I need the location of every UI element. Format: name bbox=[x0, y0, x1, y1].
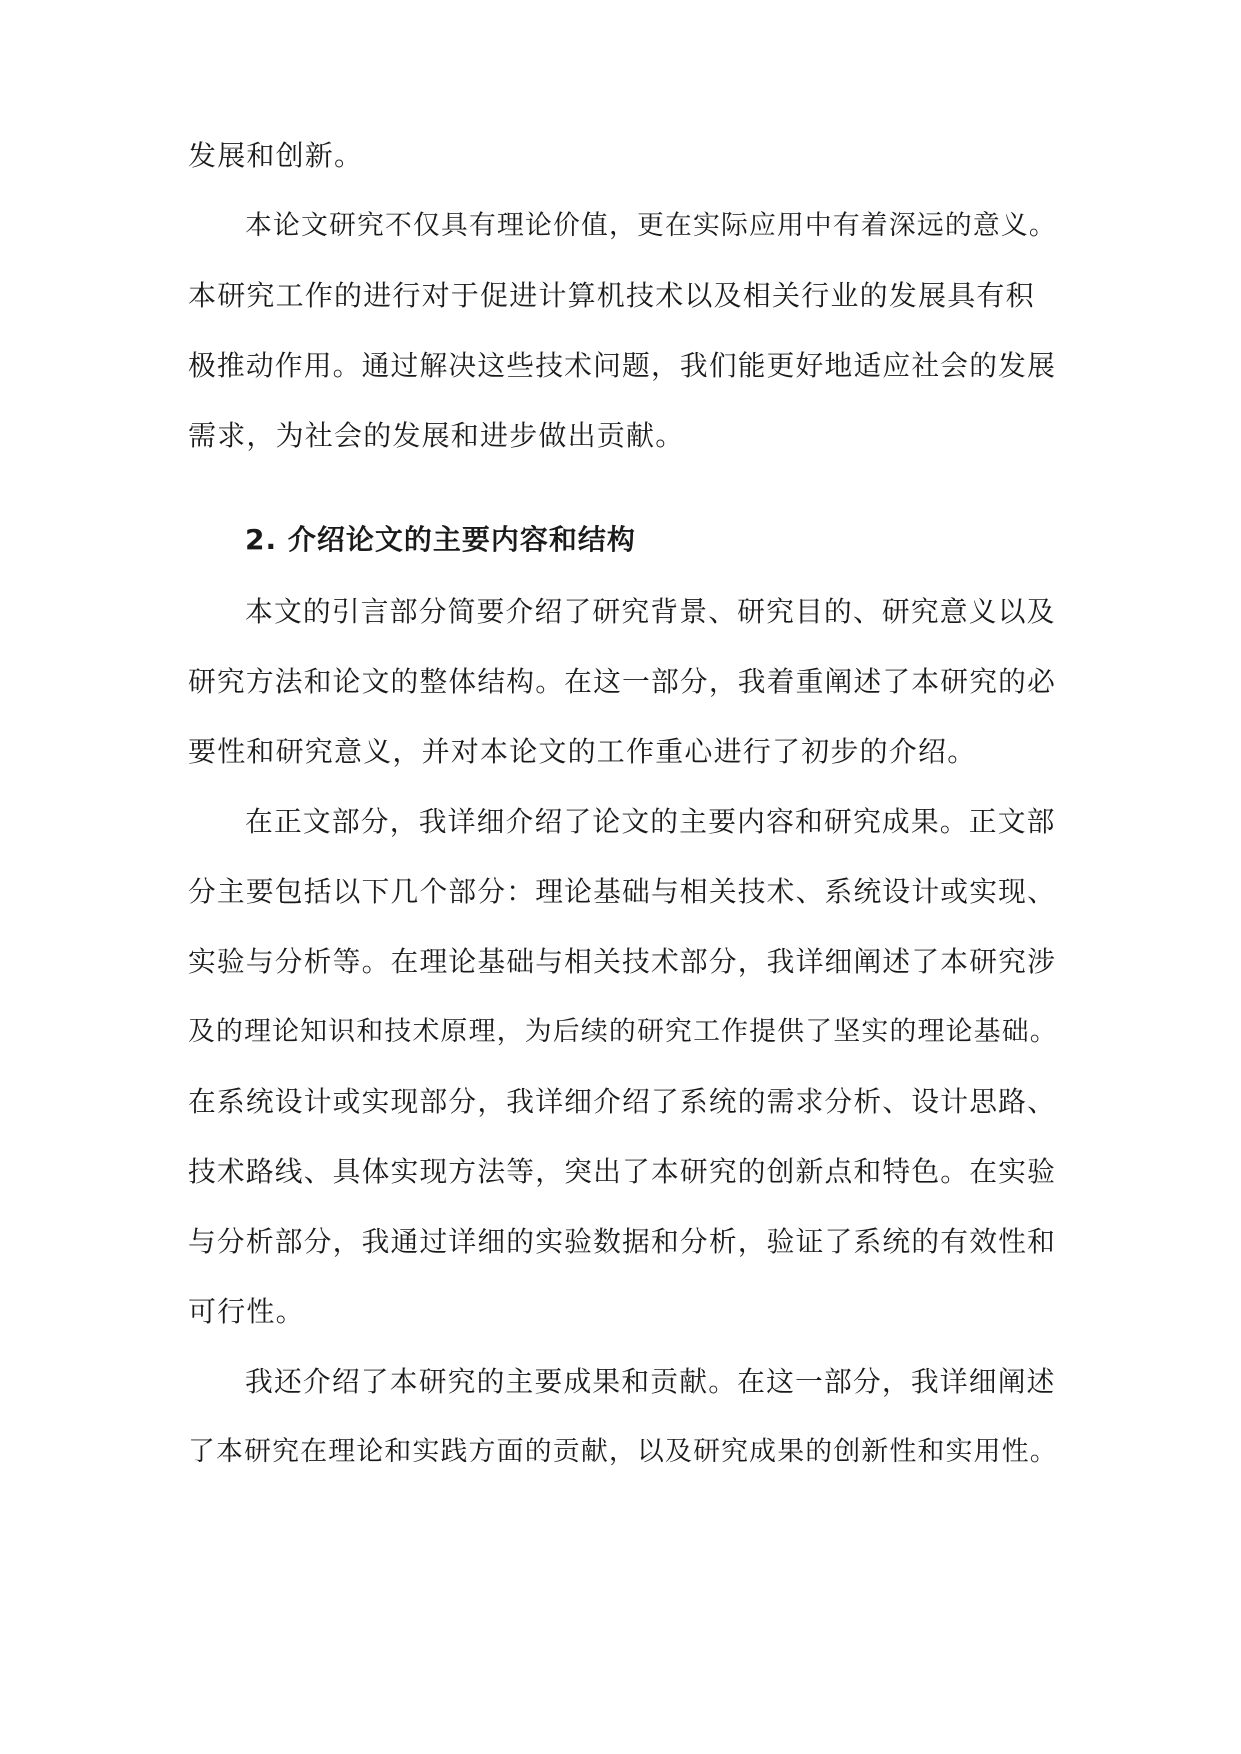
section-heading: 2. 介绍论文的主要内容和结构 bbox=[245, 523, 636, 556]
paragraph-line: 分主要包括以下几个部分：理论基础与相关技术、系统设计或实现、 bbox=[188, 875, 1057, 908]
paragraph-line: 技术路线、具体实现方法等，突出了本研究的创新点和特色。在实验 bbox=[188, 1155, 1057, 1188]
paragraph-line: 极推动作用。通过解决这些技术问题，我们能更好地适应社会的发展 bbox=[188, 349, 1057, 382]
paragraph-line: 要性和研究意义，并对本论文的工作重心进行了初步的介绍。 bbox=[188, 735, 977, 768]
paragraph-line: 本文的引言部分简要介绍了研究背景、研究目的、研究意义以及 bbox=[245, 595, 1056, 628]
paragraph-line: 及的理论知识和技术原理，为后续的研究工作提供了坚实的理论基础。 bbox=[188, 1016, 1058, 1047]
paragraph-line: 实验与分析等。在理论基础与相关技术部分，我详细阐述了本研究涉 bbox=[188, 945, 1057, 978]
paragraph-line: 需求，为社会的发展和进步做出贡献。 bbox=[188, 419, 685, 452]
paragraph-line: 了本研究在理论和实践方面的贡献，以及研究成果的创新性和实用性。 bbox=[188, 1436, 1058, 1467]
paragraph-line: 研究方法和论文的整体结构。在这一部分，我着重阐述了本研究的必 bbox=[188, 665, 1057, 698]
paragraph-line: 我还介绍了本研究的主要成果和贡献。在这一部分，我详细阐述 bbox=[245, 1365, 1056, 1398]
paragraph-line: 在系统设计或实现部分，我详细介绍了系统的需求分析、设计思路、 bbox=[188, 1085, 1057, 1118]
paragraph-line: 在正文部分，我详细介绍了论文的主要内容和研究成果。正文部 bbox=[245, 805, 1056, 838]
paragraph-line: 本论文研究不仅具有理论价值，更在实际应用中有着深远的意义。 bbox=[245, 210, 1057, 241]
paragraph-line: 本研究工作的进行对于促进计算机技术以及相关行业的发展具有积 bbox=[188, 279, 1035, 312]
paragraph-line: 发展和创新。 bbox=[188, 139, 364, 172]
paragraph-line: 与分析部分，我通过详细的实验数据和分析，验证了系统的有效性和 bbox=[188, 1225, 1057, 1258]
paragraph-line: 可行性。 bbox=[188, 1295, 305, 1328]
